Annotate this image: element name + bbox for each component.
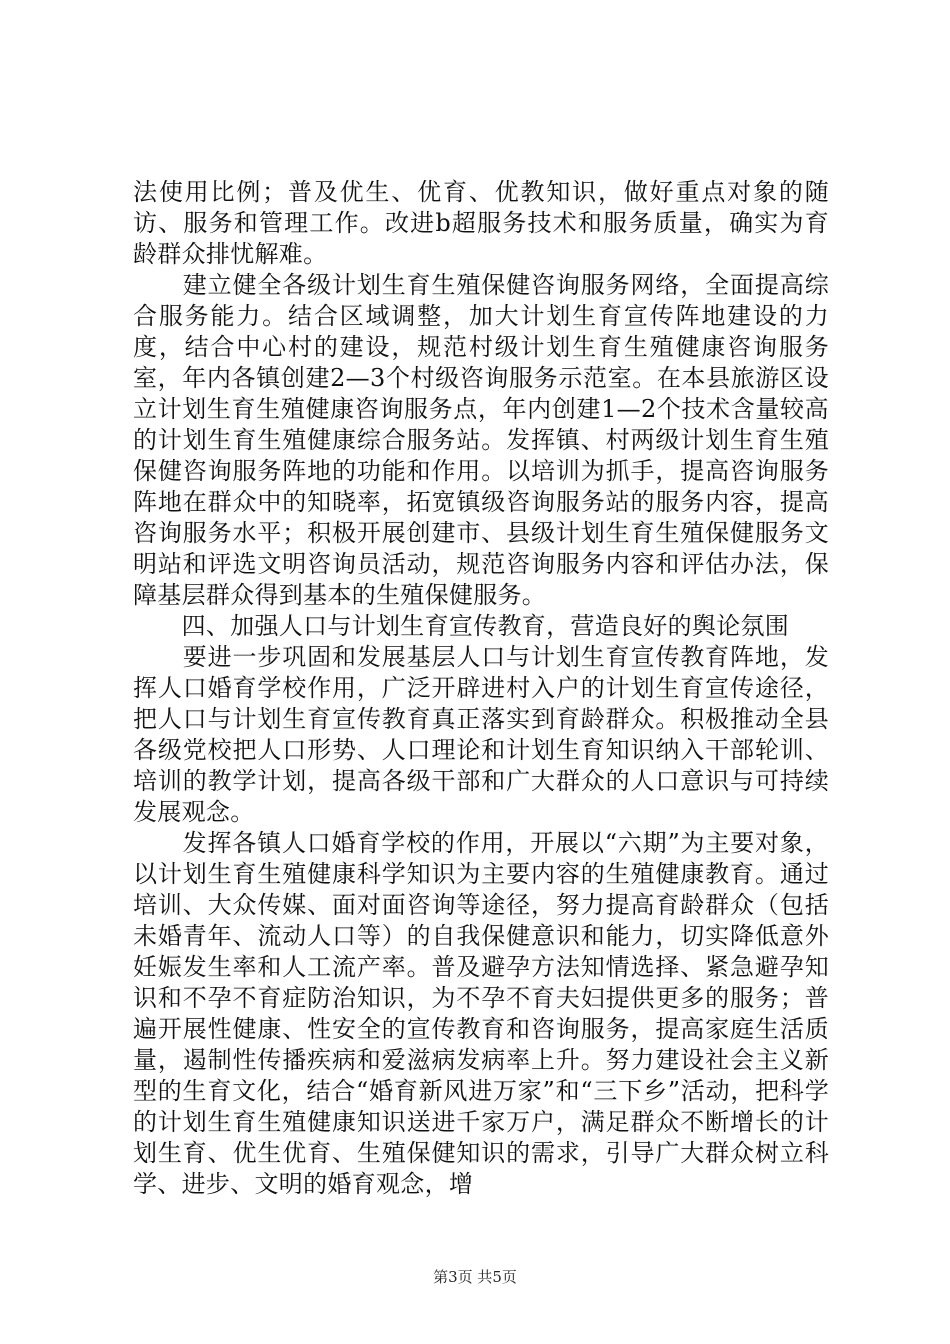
page-number-footer: 第3页 共5页 — [433, 1268, 517, 1286]
document-body — [133, 177, 829, 1200]
paragraph-continued: 法使用比例；普及优生、优育、优教知识，做好重点对象的随访、服务和管理工作。改进b超服务技术和服务质量，确实为育龄群众排忧解难。 — [133, 178, 829, 268]
paragraph-marriage-schools: 发挥各镇人口婚育学校的作用，开展以“六期”为主要对象，以计划生育生殖健康科学知识为主要内容的生殖健康教育。通过培训、大众传媒、面对面咨询等途径，努力提高育龄群众（包括未婚青年、流动人口等）的自我保健意识和能力，切实降低意外妊娠发生率和人工流产率。普及避孕方法知情选择、紧急避孕知识和不孕不育症防治知识，为不孕不育夫妇提供更多的服务；普遍开展性健康、性安全的宣传教育和咨询服务，提高家庭生活质量，遏制性传播疾病和爱滋病发病率上升。努力建设社会主义新型的生育文化，结合“婚育新风进万家”和“三下乡”活动，把科学的计划生育生殖健康知识送进千家万户，满足群众不断增长的计划生育、优生优育、生殖保健知识的需求，引导广大群众树立科学、进步、文明的婚育观念，增 — [133, 829, 829, 1198]
paragraph-consulting-network: 建立健全各级计划生育生殖保健咨询服务网络，全面提高综合服务能力。结合区域调整，加大计划生育宣传阵地建设的力度，结合中心村的建设，规范村级计划生育生殖健康咨询服务室，年内各镇创建2—3个村级咨询服务示范室。在本县旅游区设立计划生育生殖健康咨询服务点，年内创建1—2个技术含量较高的计划生育生殖健康综合服务站。发挥镇、村两级计划生育生殖保健咨询服务阵地的功能和作用。以培训为抓手，提高咨询服务阵地在群众中的知晓率，拓宽镇级咨询服务站的服务内容，提高咨询服务水平；积极开展创建市、县级计划生育生殖保健服务文明站和评选文明咨询员活动，规范咨询服务内容和评估办法，保障基层群众得到基本的生殖保健服务。 — [133, 271, 829, 609]
section-heading-4: 四、加强人口与计划生育宣传教育，营造良好的舆论氛围 — [133, 612, 790, 640]
paragraph-propaganda-base: 要进一步巩固和发展基层人口与计划生育宣传教育阵地，发挥人口婚育学校作用，广泛开辟进村入户的计划生育宣传途径，把人口与计划生育宣传教育真正落实到育龄群众。积极推动全县各级党校把人口形势、人口理论和计划生育知识纳入干部轮训、培训的教学计划，提高各级干部和广大群众的人口意识与可持续发展观念。 — [133, 643, 829, 826]
